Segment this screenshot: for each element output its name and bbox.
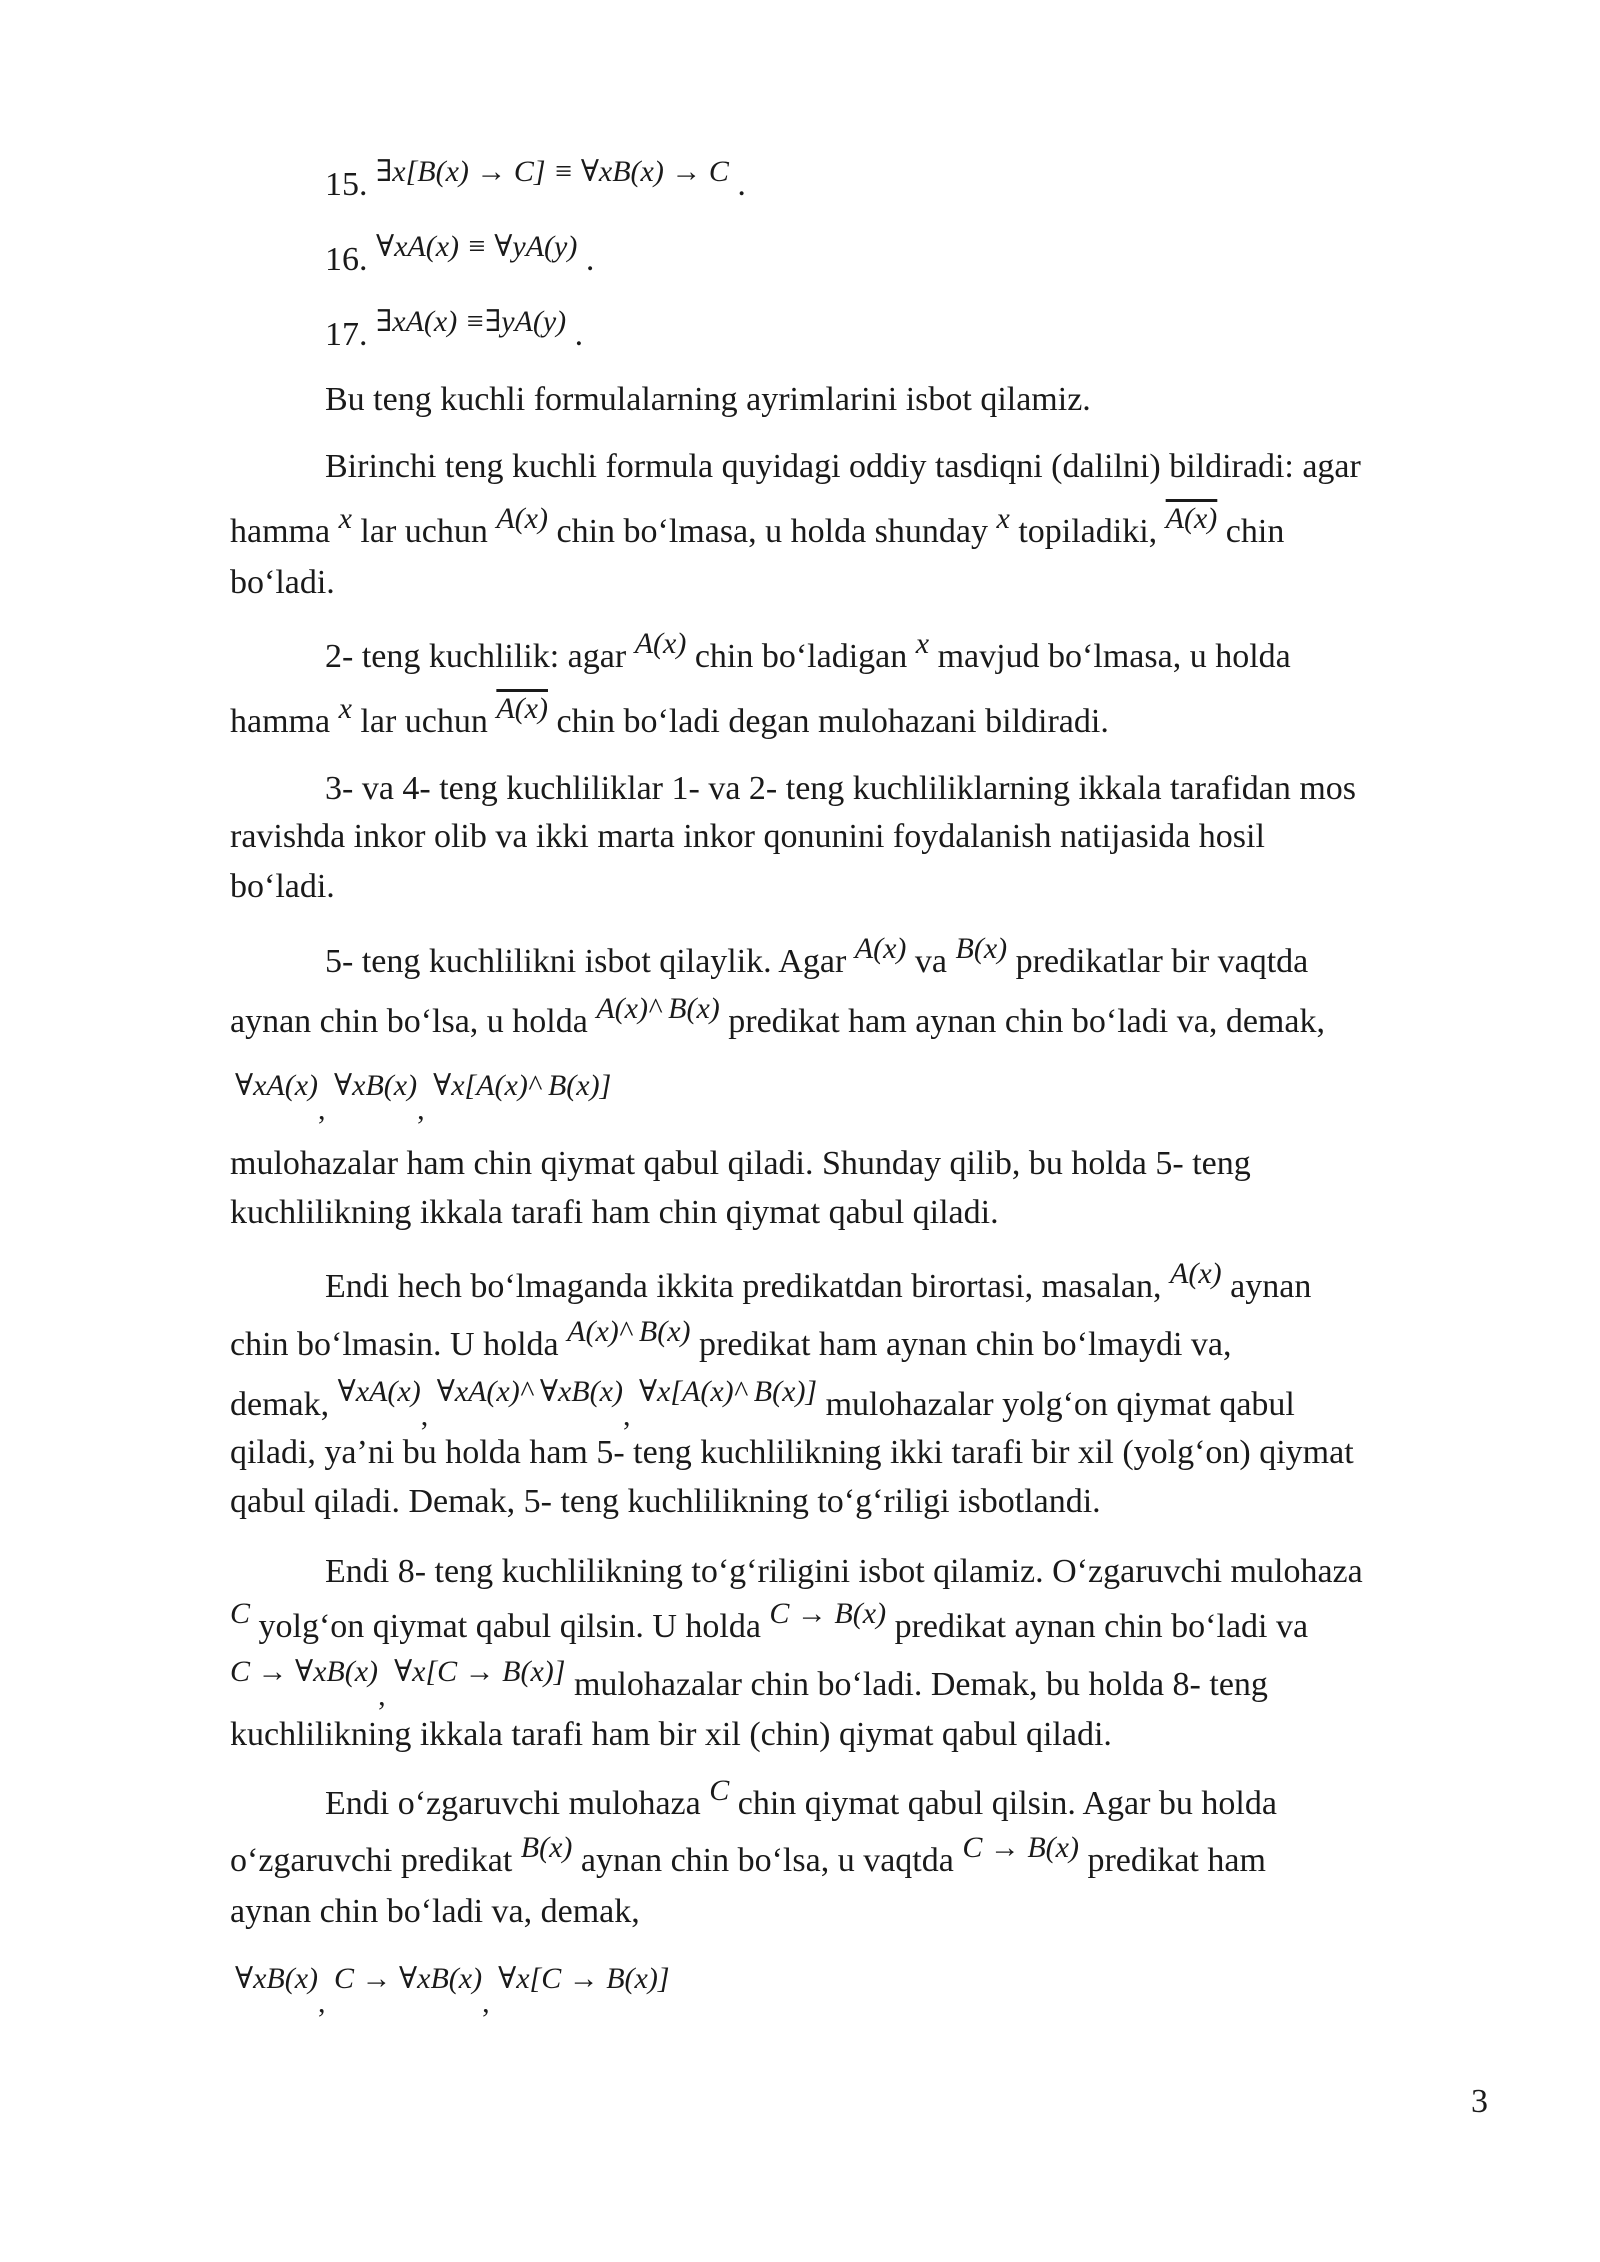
paragraph-line: kuchlilikning ikkala tarafi ham bir xil (chin) qiymat qabul qiladi.: [230, 1716, 1112, 1753]
text-run: Endi o‘zgaruvchi mulohaza: [325, 1785, 701, 1822]
formula-expression: ∃xA(x) ≡∃yA(y): [376, 305, 567, 338]
math-inline: ∀x[C → B(x)]: [394, 1655, 566, 1688]
comma: ,: [318, 1986, 326, 2019]
text-run: chin bo‘lmasa, u holda shunday: [556, 513, 989, 550]
formula-expression: ∃x[B(x) → C] ≡ ∀xB(x) → C: [376, 155, 729, 188]
text-run: mulohazalar chin bo‘ladi. Demak, bu holda 8- teng: [573, 1666, 1268, 1703]
text-run: chin qiymat qabul qilsin. Agar bu holda: [737, 1785, 1277, 1822]
text-run: chin bo‘ladigan: [694, 638, 908, 675]
text-run: aynan chin bo‘lsa, u holda: [230, 1003, 588, 1040]
paragraph-line: [230, 1375, 1295, 1432]
paragraph-line: [230, 502, 1285, 550]
paragraph-line: [230, 992, 1325, 1040]
text-run: aynan: [1230, 1268, 1312, 1305]
paragraph-line: [230, 1597, 1309, 1645]
paragraph-line: [230, 692, 1109, 740]
page-number: 3: [1471, 2083, 1488, 2120]
paragraph-line: [230, 1315, 1232, 1363]
text-run: predikat ham aynan chin bo‘lmaydi va,: [699, 1326, 1232, 1363]
comma: ,: [417, 1093, 425, 1126]
text-run: chin bo‘ladi degan mulohazani bildiradi.: [556, 703, 1109, 740]
math-inline: A(x): [634, 627, 687, 660]
text-run: Endi hech bo‘lmaganda ikkita predikatdan birortasi, masalan,: [325, 1268, 1162, 1305]
paragraph-line: [230, 1655, 1268, 1712]
math-inline: ∀x[A(x)^ B(x)]: [638, 1375, 818, 1408]
comma: ,: [420, 1399, 429, 1432]
math-inline: ∀xA(x)^ ∀xB(x): [436, 1375, 623, 1408]
text-run: predikat ham: [1087, 1842, 1266, 1879]
paragraph-line: [325, 1774, 1277, 1822]
paragraph-line: Endi 8- teng kuchlilikning to‘g‘riligini isbot qilamiz. O‘zgaruvchi mulohaza: [325, 1553, 1363, 1590]
text-run: predikatlar bir vaqtda: [1015, 943, 1309, 980]
math-inline: A(x): [854, 932, 907, 965]
text-run: lar uchun: [360, 513, 488, 550]
text-run: predikat ham aynan chin bo‘ladi va, demak,: [728, 1003, 1325, 1040]
math-inline: A(x): [496, 502, 548, 535]
text-run: hamma: [230, 513, 331, 550]
paragraph-line: mulohazalar ham chin qiymat qabul qiladi. Shunday qilib, bu holda 5- teng: [230, 1145, 1251, 1182]
math-inline: B(x): [520, 1831, 573, 1864]
math-inline: x: [915, 627, 930, 660]
formula-line: [235, 1962, 670, 2019]
formula-16: [325, 230, 595, 278]
text-run: o‘zgaruvchi predikat: [230, 1842, 513, 1879]
paragraph-line: [325, 627, 1291, 675]
formula-end: .: [737, 166, 746, 203]
math-inline: C → B(x): [962, 1831, 1079, 1864]
comma: ,: [482, 1986, 490, 2019]
math-inline: x: [338, 502, 352, 535]
formula-number: 17.: [325, 316, 368, 353]
math-inline: C → ∀xB(x): [230, 1655, 379, 1688]
paragraph-line: [325, 932, 1309, 980]
text-run: 2- teng kuchlilik: agar: [325, 638, 627, 675]
paragraph-line: Birinchi teng kuchli formula quyidagi oddiy tasdiqni (dalilni) bildiradi: agar: [325, 448, 1361, 485]
comma: ,: [378, 1679, 386, 1712]
formula-17: [325, 305, 584, 353]
math-inline: ∀xB(x): [334, 1069, 418, 1102]
text-run: predikat aynan chin bo‘ladi va: [894, 1608, 1309, 1645]
text-run: topiladiki,: [1018, 513, 1158, 550]
formula-number: 16.: [325, 241, 368, 278]
math-inline: ∀xA(x): [337, 1375, 421, 1408]
text-run: chin bo‘lmasin. U holda: [230, 1326, 559, 1363]
paragraph-line: Bu teng kuchli formulalarning ayrimlarini isbot qilamiz.: [325, 381, 1091, 418]
formula-line: [235, 1069, 612, 1126]
formula-expression: ∀xA(x) ≡ ∀yA(y): [376, 230, 578, 263]
paragraph-line: aynan chin bo‘ladi va, demak,: [230, 1893, 640, 1930]
math-inline: ∀x[A(x)^ B(x)]: [433, 1069, 612, 1102]
paragraph-line: bo‘ladi.: [230, 564, 335, 601]
math-inline: A(x): [1170, 1257, 1222, 1290]
paragraph-line: [230, 1831, 1266, 1879]
comma: ,: [318, 1093, 326, 1126]
math-inline: A(x)^ B(x): [567, 1315, 691, 1348]
text-run: chin: [1225, 513, 1285, 550]
formula-15: [325, 155, 746, 203]
math-inline: C → ∀xB(x): [334, 1962, 483, 1995]
text-run: mavjud bo‘lmasa, u holda: [937, 638, 1291, 675]
text-run: yolg‘on qiymat qabul qilsin. U holda: [258, 1608, 761, 1645]
math-inline: B(x): [955, 932, 1008, 965]
text-run: lar uchun: [360, 703, 488, 740]
paragraph-line: qabul qiladi. Demak, 5- teng kuchlilikning to‘g‘riligi isbotlandi.: [230, 1483, 1101, 1520]
math-inline: C: [709, 1774, 730, 1807]
text-run: hamma: [230, 703, 331, 740]
math-inline-negated: A(x): [1165, 502, 1218, 535]
paragraph-line: [325, 1257, 1312, 1305]
formula-end: .: [574, 316, 584, 353]
paragraph-line: 3- va 4- teng kuchliliklar 1- va 2- teng kuchliliklarning ikkala tarafidan mos: [325, 770, 1357, 807]
paragraph-line: kuchlilikning ikkala tarafi ham chin qiymat qabul qiladi.: [230, 1194, 999, 1231]
paragraph-line: qiladi, ya’ni bu holda ham 5- teng kuchlilikning ikki tarafi bir xil (yolg‘on) qiymat: [230, 1434, 1354, 1471]
text-run: va: [914, 943, 947, 980]
math-inline: ∀xB(x): [235, 1962, 319, 1995]
paragraph-line: ravishda inkor olib va ikki marta inkor qonunini foydalanish natijasida hosil: [230, 818, 1265, 855]
math-inline: x: [338, 692, 352, 725]
text-run: mulohazalar yolg‘on qiymat qabul: [825, 1386, 1295, 1423]
text-run: 5- teng kuchlilikni isbot qilaylik. Agar: [325, 943, 847, 980]
math-inline: x: [996, 502, 1010, 535]
math-inline: ∀x[C → B(x)]: [498, 1962, 670, 1995]
comma: ,: [622, 1399, 631, 1432]
math-inline: A(x)^ B(x): [596, 992, 720, 1025]
math-inline: C → B(x): [769, 1597, 887, 1630]
paragraph-line: bo‘ladi.: [230, 868, 335, 905]
math-inline: C: [230, 1597, 251, 1630]
math-inline-negated: A(x): [496, 692, 548, 725]
math-inline: ∀xA(x): [235, 1069, 319, 1102]
formula-end: .: [585, 241, 595, 278]
text-run: aynan chin bo‘lsa, u vaqtda: [580, 1842, 954, 1879]
text-run: demak,: [230, 1386, 330, 1423]
formula-number: 15.: [325, 166, 368, 203]
